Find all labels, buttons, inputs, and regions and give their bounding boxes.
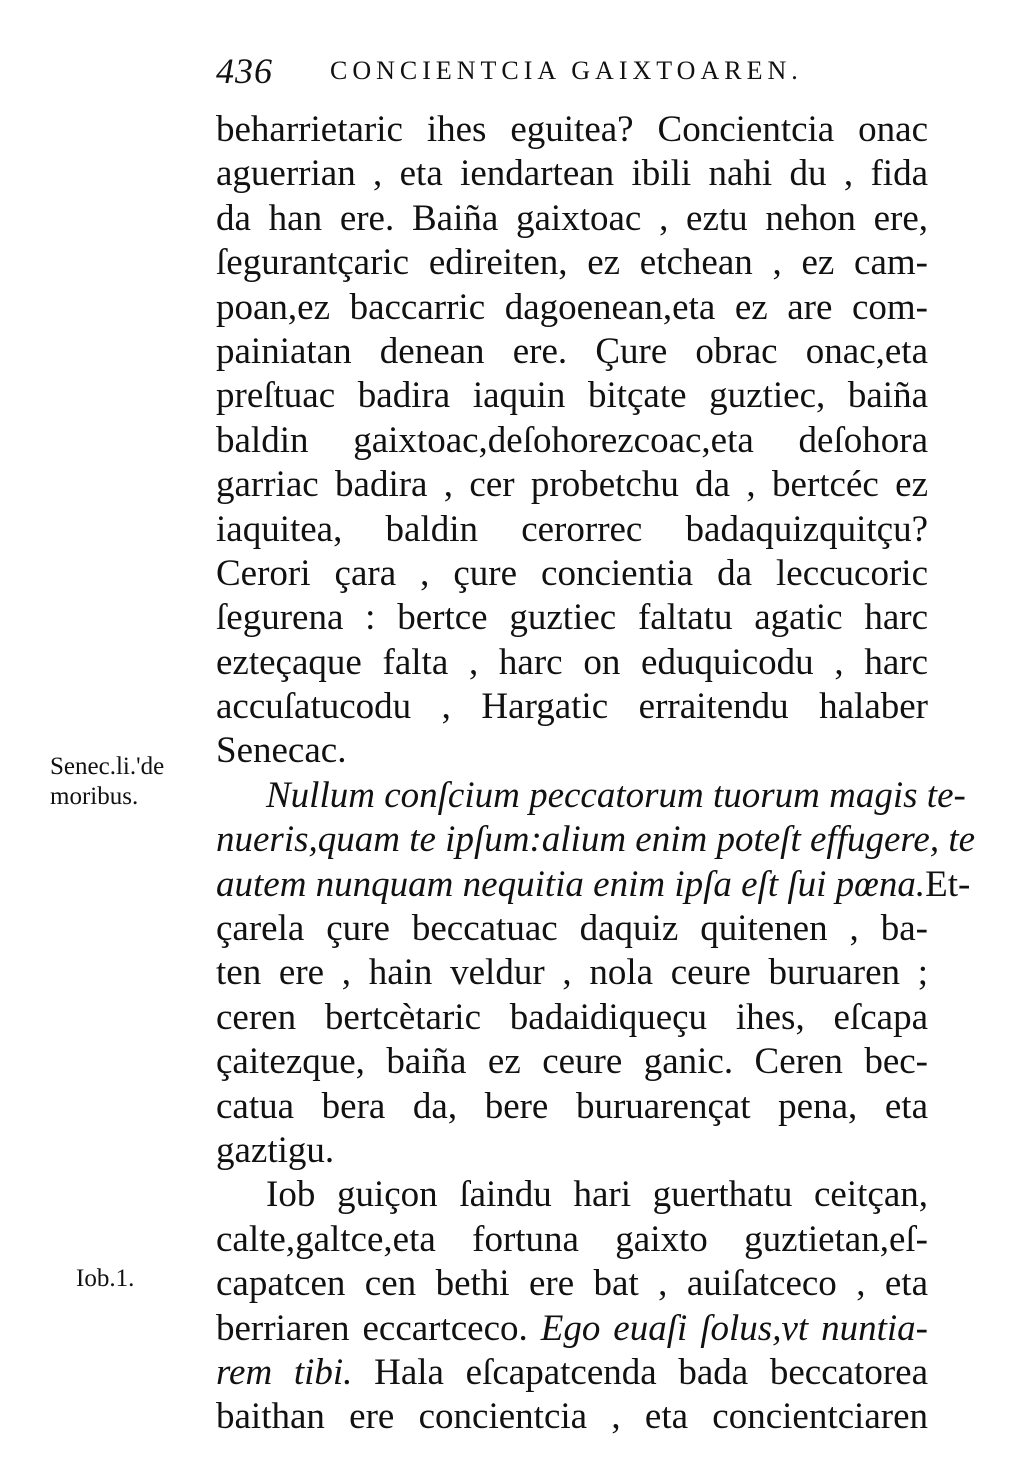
text-line-mixed	[216, 1307, 928, 1351]
text-line: ſegurena : bertce guztiec faltatu agatic harc	[216, 597, 928, 639]
text-fragment: berriaren eccartceco.	[216, 1307, 528, 1349]
text-line: accuſatucodu , Hargatic erraitendu halaber	[216, 686, 928, 728]
text-line: calte,galtce,eta fortuna gaixto guztietan,eſ-	[216, 1218, 928, 1260]
text-line: çaitezque, baiña ez ceure ganic. Ceren bec-	[216, 1041, 928, 1083]
text-fragment: Hala eſcapatcenda bada beccatorea	[374, 1351, 929, 1393]
text-line: capatcen cen bethi ere bat , auiſatceco , eta	[216, 1263, 928, 1305]
text-line: Iob guiçon ſaindu hari guerthatu ceitçan,	[266, 1174, 928, 1216]
margin-note-job: Iob.1.	[76, 1265, 135, 1292]
margin-note-seneca-line1: Senec.li.'de	[50, 753, 165, 780]
text-line-mixed	[216, 863, 971, 907]
page-number: 436	[216, 51, 273, 91]
text-line: ceren bertcètaric badaidiqueçu ihes, eſcapa	[216, 996, 928, 1038]
text-line: preſtuac badira iaquin bitçate guztiec, baiña	[216, 375, 928, 417]
text-line: poan,ez baccarric dagoenean,eta ez are com-	[216, 286, 928, 328]
text-line: baldin gaixtoac,deſohorezcoac,eta deſohora	[216, 419, 928, 461]
latin-quote-line: nueris,quam te ipſum:alium enim poteſt effugere, te	[216, 819, 976, 861]
text-line: gaztigu.	[216, 1129, 335, 1171]
text-line: catua bera da, bere buruarençat pena, eta	[216, 1085, 928, 1127]
main-text-block	[216, 108, 976, 1440]
text-line: Senecac.	[216, 730, 347, 772]
margin-note-seneca	[50, 752, 164, 812]
text-line: aguerrian , eta iendartean ibili nahi du , fida	[216, 153, 928, 195]
latin-quote-fragment: rem tibi.	[216, 1351, 353, 1393]
text-line: ten ere , hain veldur , nola ceure buruaren ;	[216, 952, 928, 994]
text-line: garriac badira , cer probetchu da , bertcéc ez	[216, 464, 928, 506]
running-head: CONCIENTCIA GAIXTOAREN.	[330, 56, 803, 85]
text-line: painiatan denean ere. Çure obrac onac,eta	[216, 330, 928, 372]
margin-note-seneca-line2: moribus.	[50, 783, 139, 810]
latin-quote-fragment: Ego euaſi ſolus,vt nuntia-	[540, 1307, 929, 1349]
text-line: da han ere. Baiña gaixtoac , eztu nehon ere,	[216, 197, 928, 239]
latin-quote-line: Nullum conſcium peccatorum tuorum magis te-	[266, 774, 966, 816]
text-line: ezteçaque falta , harc on eduquicodu , harc	[216, 641, 928, 683]
text-line: baithan ere concientcia , eta concientciaren	[216, 1396, 928, 1438]
text-line-mixed	[216, 1351, 928, 1395]
text-fragment: Et-	[925, 863, 971, 905]
latin-quote-fragment: autem nunquam nequitia enim ipſa eſt ſui pœna.	[216, 863, 926, 905]
text-line: çarela çure beccatuac daquiz quitenen , ba-	[216, 908, 928, 950]
text-line: ſegurantçaric edireiten, ez etchean , ez cam-	[216, 242, 928, 284]
text-line: beharrietaric ihes eguitea? Concientcia onac	[216, 109, 928, 150]
text-line: Cerori çara , çure concientia da leccucoric	[216, 552, 928, 594]
text-line: iaquitea, baldin cerorrec badaquizquitçu?	[216, 508, 928, 550]
